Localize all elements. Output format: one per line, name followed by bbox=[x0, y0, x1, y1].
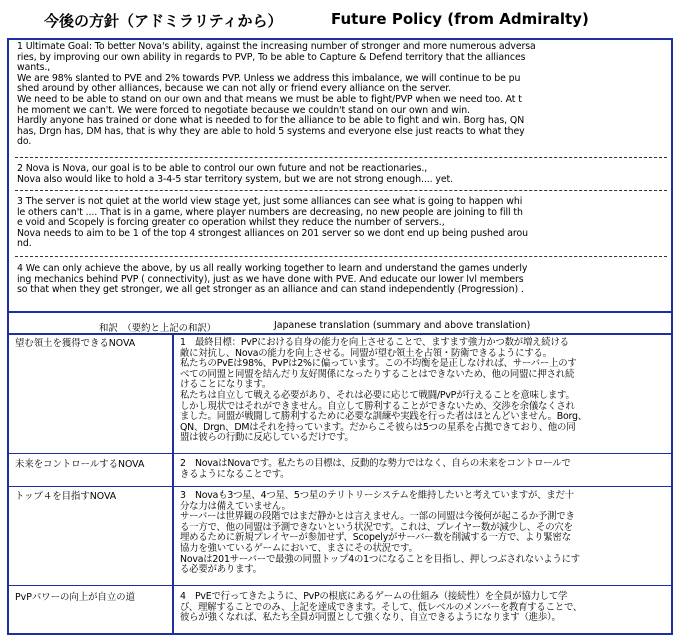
text-line: nd. bbox=[17, 238, 32, 250]
text-line: wants., bbox=[17, 62, 51, 74]
text-line: 2 NovaはNovaです。私たちの目標は、反動的な勢力ではなく、自らの未来をコントロールで bbox=[180, 458, 571, 469]
text-line: shed around by other alliances, because we can not ally or friend every alliance on the server. bbox=[17, 83, 452, 95]
text-line: 埋めるために新規プレイヤーが参加せず、Scopelyがサーバー数を削減する一方で、より緊密な bbox=[180, 532, 571, 544]
text-line: サーバーは世界観の段階ではまだ静かとは言えません。一部の同盟は今後何が起こるか予測でき bbox=[180, 511, 575, 523]
text-line: le others can't .... That is in a game, where player numbers are decreasing, no new people are joining to fill th bbox=[17, 206, 523, 218]
text-line: 私たちは自立して戦える必要があり、それは必要に応じて戦闘/PvPが行えることを意味します。 bbox=[180, 389, 575, 401]
title-japanese: 今後の方針（アドミラリティから） bbox=[44, 12, 283, 30]
text-line: ました。同盟が戦闘して勝利するために必要な訓練や実践を行った者はほとんどいません。Borg、 bbox=[180, 411, 587, 423]
row-label: 未来をコントロールするNOVA bbox=[15, 459, 145, 470]
title-english: Future Policy (from Admiralty) bbox=[331, 10, 589, 28]
row-label: トップ４を目指すNOVA bbox=[15, 491, 117, 502]
text-line: 敵に対抗し、Novaの能力を向上させる。同盟が望む領土を占領・防衛できるようにする。 bbox=[180, 347, 552, 359]
translation-cell-3 bbox=[180, 491, 668, 576]
english-section-4 bbox=[17, 264, 667, 296]
row-divider bbox=[9, 585, 671, 586]
document-title bbox=[0, 10, 683, 32]
row-label: PvPパワーの向上が自立の道 bbox=[15, 592, 135, 603]
text-line: 分な力は備えていません。 bbox=[180, 500, 291, 512]
text-line: Nova needs to aim to be 1 of the top 4 strongest alliances on 201 server so we dont end up being pushed arou bbox=[17, 227, 528, 239]
table-divider bbox=[9, 311, 671, 313]
text-line: QN、Drgn、DMはそれを持っています。だからこそ彼らは5つの星系を占拠できており、他の同 bbox=[180, 421, 576, 433]
text-line: so that when they get stronger, we all get stronger as an alliance and can stand independently (Progression) . bbox=[17, 284, 524, 296]
text-line: 3 The server is not quiet at the world view stage yet, just some alliances can see what is going to happen whi bbox=[17, 196, 523, 207]
text-line: きるようになることです。 bbox=[180, 468, 290, 480]
text-line: べての同盟と同盟を結んだり友好関係になったりすることはできないため、他の同盟に押され続 bbox=[180, 368, 575, 380]
text-line: 3 Novaも3つ星、4つ星、5つ星のテリトリーシステムを維持したいと考えていますが、まだ十 bbox=[180, 490, 574, 501]
section-divider bbox=[15, 190, 667, 191]
text-line: 協力を強いているゲームにおいて、まさにその状況です。 bbox=[180, 542, 418, 554]
policy-table bbox=[7, 38, 673, 635]
english-section-3 bbox=[17, 197, 667, 250]
text-line: 4 We can only achieve the above, by us all really working together to learn and understand the games underly bbox=[17, 263, 528, 274]
text-line: る一方で、他の同盟は予測できないという状況です。これは、プレイヤー数が減少し、その穴を bbox=[180, 521, 573, 533]
english-section-2 bbox=[17, 164, 667, 185]
text-line: Hardly anyone has trained or done what is needed to for the alliance to be able to fight and win. Borg has, QN bbox=[17, 115, 525, 127]
text-line: る必要があります。 bbox=[180, 564, 262, 576]
translation-cell-4 bbox=[180, 592, 668, 624]
text-line: 4 PvEで行ってきたように、PvPの根底にあるゲームの仕組み（接続性）を全員が協力して学 bbox=[180, 591, 568, 602]
text-line: 1 最終目標：PvPにおける自身の能力を向上させることで、ますます強力かつ数が増え続ける bbox=[180, 337, 569, 348]
text-line: ing mechanics behind PVP ( connectivity), just as we have done with PVE. And educate our lower lvl members bbox=[17, 273, 524, 285]
table-divider bbox=[9, 333, 671, 335]
translation-header-jp: 和訳 （要約と上記の和訳） bbox=[99, 323, 217, 334]
text-line: 盟は彼らの行動に反応しているだけです。 bbox=[180, 432, 354, 444]
row-divider bbox=[9, 486, 671, 487]
section-divider bbox=[15, 256, 667, 257]
text-line: び、理解することでのみ、上記を達成できます。そして、低レベルのメンバーを教育することで、 bbox=[180, 601, 583, 613]
text-line: Novaは201サーバーで最強の同盟トップ4の1つになることを目指し、押しつぶされないようにす bbox=[180, 553, 580, 565]
english-section-1 bbox=[17, 42, 667, 148]
row-label: 望む領土を獲得できるNOVA bbox=[15, 338, 136, 349]
text-line: 2 Nova is Nova, our goal is to be able to control our own future and not be reactionaries., bbox=[17, 163, 428, 174]
text-line: 私たちのPvEは98%、PvPは2%に偏っています。この不均衡を是正しなければ、サーバー上のす bbox=[180, 358, 577, 370]
translation-header-en: Japanese translation (summary and above translation) bbox=[274, 320, 531, 331]
text-line: 1 Ultimate Goal: To better Nova's ability, against the increasing number of stronger and more numerous adversa bbox=[17, 41, 536, 52]
translation-cell-1 bbox=[180, 338, 668, 444]
row-divider bbox=[9, 453, 671, 454]
section-divider bbox=[15, 157, 667, 158]
text-line: けることになります。 bbox=[180, 379, 271, 391]
text-line: ries, by improving our own ability in regards to PVP, To be able to Capture & Defend territory that the alliances bbox=[17, 51, 526, 63]
column-divider bbox=[172, 335, 174, 633]
text-line: しかし現状ではそれができません。自立して勝利することができないため、交渉を余儀なくされ bbox=[180, 400, 575, 412]
text-line: Nova also would like to hold a 3-4-5 star territory system, but we are not strong enough.... yet. bbox=[17, 173, 453, 185]
text-line: We need to be able to stand on our own and that means we must be able to fight/PVP when we need too. At t bbox=[17, 93, 522, 105]
text-line: We are 98% slanted to PVE and 2% towards PVP. Unless we address this imbalance, we will continue to be pu bbox=[17, 72, 521, 84]
text-line: has, Drgn has, DM has, that is why they are able to hold 5 systems and everyone else just reacts to what they bbox=[17, 125, 525, 137]
text-line: 彼らが強くなれば、私たち全員が同盟として強くなり、自立できるようになります（進歩）。 bbox=[180, 612, 561, 624]
text-line: do. bbox=[17, 136, 32, 148]
translation-cell-2 bbox=[180, 459, 668, 480]
text-line: he moment we can't. We were forced to negotiate because we couldn't stand on our own and win. bbox=[17, 104, 470, 116]
text-line: e void and Scopely is forcing greater co operation whilst they reduce the number of servers., bbox=[17, 217, 445, 229]
